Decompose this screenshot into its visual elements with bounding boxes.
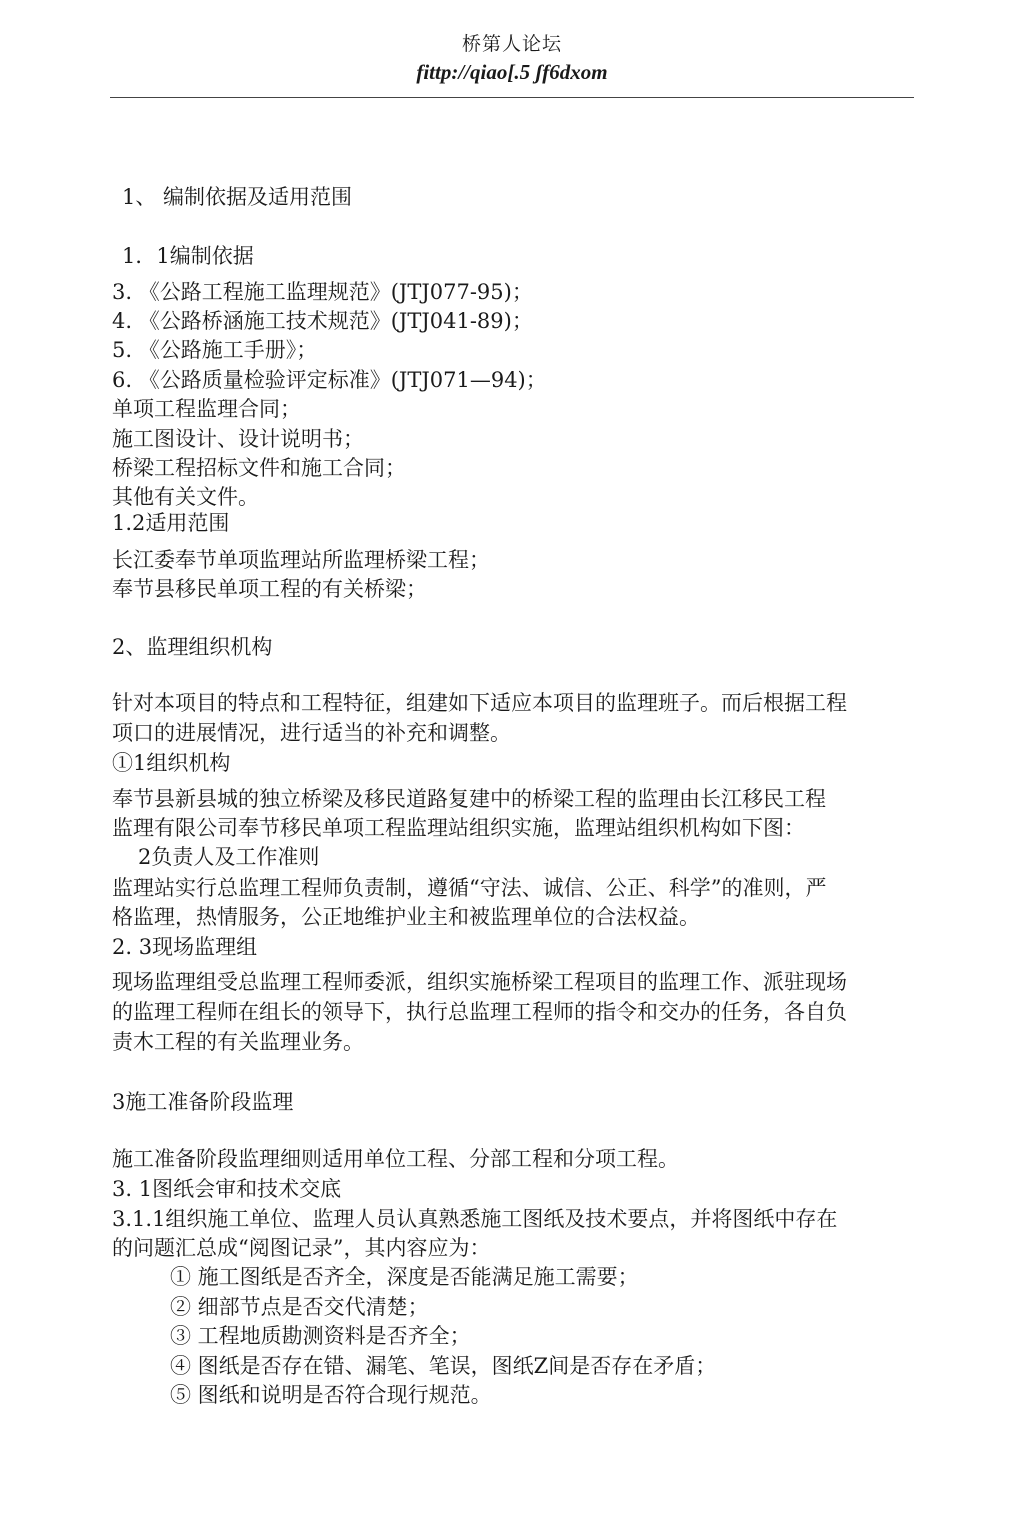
basis-item: 施工图设计、设计说明书；	[112, 427, 364, 451]
review-item: ④ 图纸是否存在错、漏笔、笔误，图纸Z间是否存在矛盾；	[170, 1354, 717, 1378]
paragraph-line: 奉节县新县城的独立桥梁及移民道路复建中的桥梁工程的监理由长江移民工程	[112, 787, 826, 811]
header-divider	[110, 97, 914, 98]
header-title: 桥第人论坛	[461, 33, 562, 55]
section-3-heading: 3施工准备阶段监理	[112, 1090, 294, 1114]
paragraph-line: 3.1.1组织施工单位、监理人员认真熟悉施工图纸及技术要点，并将图纸中存在	[112, 1207, 838, 1231]
basis-item: 5. 《公路施工手册》；	[112, 338, 318, 362]
basis-item: 4. 《公路桥涵施工技术规范》(JTJ041-89)；	[112, 309, 533, 333]
section-2-3-heading: 2. 3现场监理组	[112, 935, 258, 959]
section-2-1-heading: ①1组织机构	[112, 751, 231, 775]
review-item: ⑤ 图纸和说明是否符合现行规范。	[170, 1383, 492, 1407]
section-3-1-heading: 3. 1图纸会审和技术交底	[112, 1177, 342, 1201]
paragraph-line: 施工准备阶段监理细则适用单位工程、分部工程和分项工程。	[112, 1147, 679, 1171]
paragraph-line: 责木工程的有关监理业务。	[112, 1030, 364, 1054]
paragraph-line: 针对本项目的特点和工程特征，组建如下适应本项目的监理班子。而后根据工程	[112, 691, 847, 715]
paragraph-line: 现场监理组受总监理工程师委派，组织实施桥梁工程项目的监理工作、派驻现场	[112, 970, 847, 994]
basis-item: 3. 《公路工程施工监理规范》(JTJ077-95)；	[112, 280, 533, 304]
review-item: ② 细部节点是否交代清楚；	[170, 1295, 429, 1319]
basis-item: 其他有关文件。	[112, 485, 259, 509]
paragraph-line: 监理站实行总监理工程师负责制，遵循“守法、诚信、公正、科学”的准则，严	[112, 876, 827, 900]
section-2-2-heading: 2负责人及工作准则	[138, 845, 320, 869]
paragraph-line: 监理有限公司奉节移民单项工程监理站组织实施，监理站组织机构如下图：	[112, 816, 805, 840]
page-header	[110, 30, 914, 86]
review-item: ③ 工程地质勘测资料是否齐全；	[170, 1324, 471, 1348]
section-1-2-heading: 1.2适用范围	[112, 511, 230, 535]
header-url: fittp://qiao[.5 ʃf6dxom	[416, 60, 608, 84]
basis-item: 桥梁工程招标文件和施工合同；	[112, 456, 406, 480]
paragraph-line: 格监理，热情服务，公正地维护业主和被监理单位的合法权益。	[112, 905, 700, 929]
paragraph-line: 的监理工程师在组长的领导下，执行总监理工程师的指令和交办的任务，各自负	[112, 1000, 847, 1024]
paragraph-line: 的问题汇总成“阅图记录”，其内容应为：	[112, 1236, 491, 1260]
review-item: ① 施工图纸是否齐全，深度是否能满足施工需要；	[170, 1265, 639, 1289]
paragraph-line: 项口的进展情况，进行适当的补充和调整。	[112, 721, 511, 745]
section-1-heading: 1、 编制依据及适用范围	[122, 185, 353, 209]
scope-item: 奉节县移民单项工程的有关桥梁；	[112, 577, 427, 601]
basis-item: 6. 《公路质量检验评定标准》(JTJ071—94)；	[112, 368, 547, 392]
section-2-heading: 2、监理组织机构	[112, 635, 273, 659]
basis-item: 单项工程监理合同；	[112, 397, 301, 421]
section-1-1-heading: 1．1编制依据	[122, 244, 254, 268]
scope-item: 长江委奉节单项监理站所监理桥梁工程；	[112, 548, 490, 572]
